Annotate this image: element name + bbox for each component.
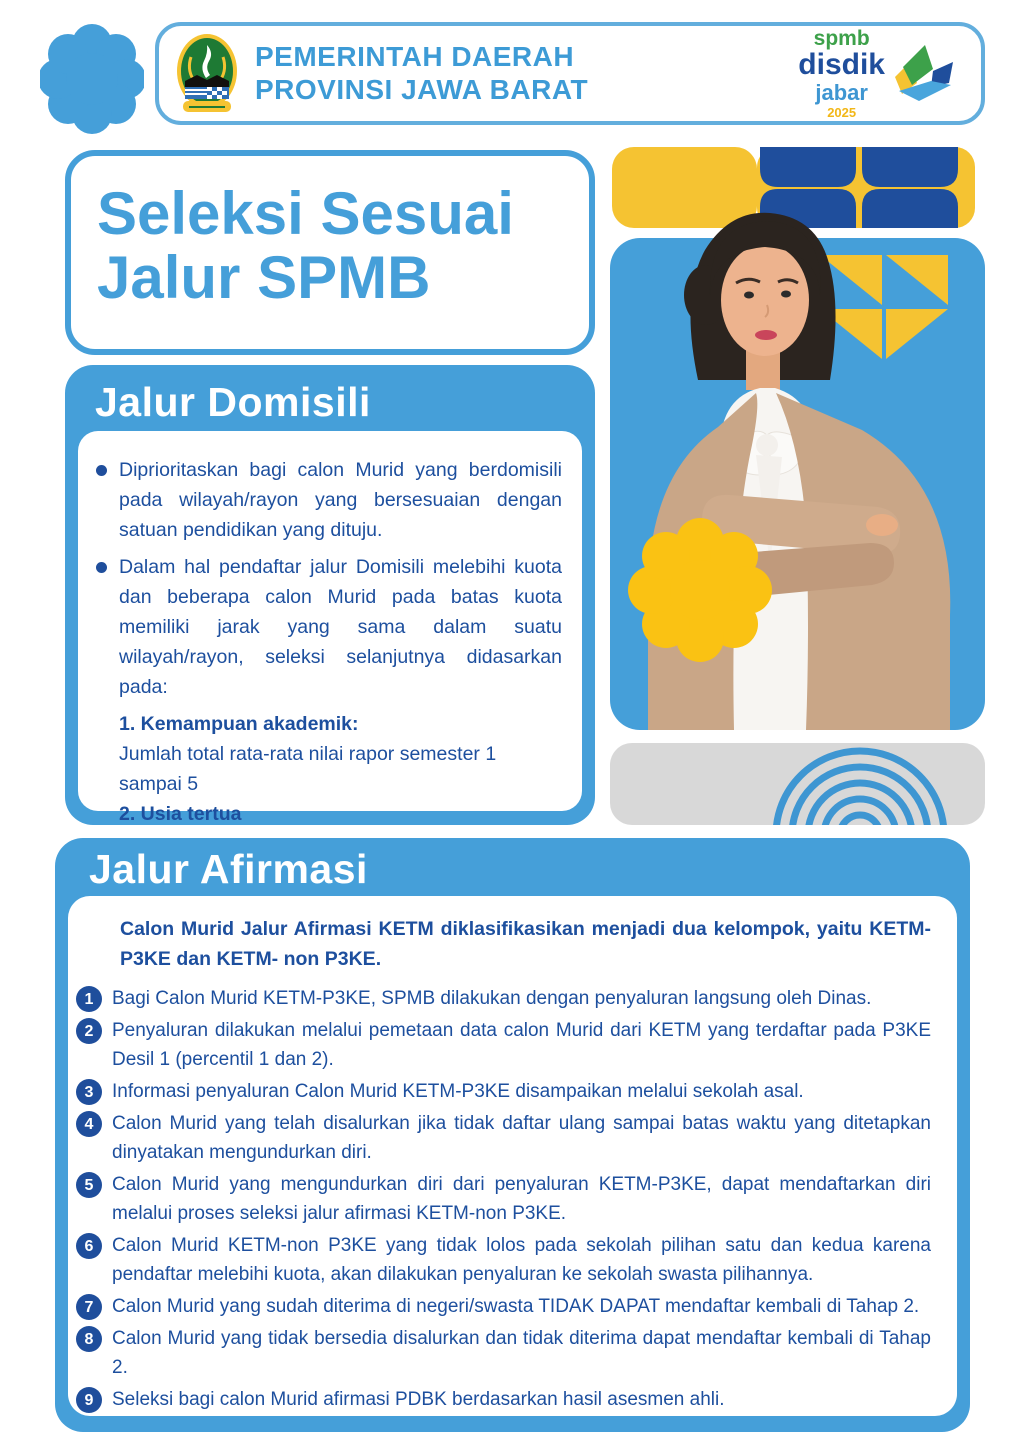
item-number-badge: 9 xyxy=(76,1387,102,1413)
list-item-text: Calon Murid yang mengundurkan diri dari penyaluran KETM-P3KE, dapat mendaftarkan diri melalui proses seleksi jalur afirmasi KETM-non P3KE. xyxy=(112,1174,931,1224)
list-item xyxy=(76,984,931,1013)
list-item-text: Calon Murid yang sudah diterima di negeri/swasta TIDAK DAPAT mendaftar kembali di Tahap 2. xyxy=(112,1296,920,1317)
list-item xyxy=(96,552,562,702)
list-item xyxy=(76,1385,931,1414)
afirmasi-intro: Calon Murid Jalur Afirmasi KETM diklasifikasikan menjadi dua kelompok, yaitu KETM-P3KE dan KETM- non P3KE. xyxy=(120,918,931,970)
domisili-criteria2-label: 2. Usia tertua xyxy=(119,803,242,825)
list-item-text: Penyaluran dilakukan melalui pemetaan data calon Murid dari KETM yang terdaftar pada P3KE Desil 1 (percentil 1 dan 2). xyxy=(112,1020,931,1070)
item-number-badge: 8 xyxy=(76,1326,102,1352)
logo-jabar-label: jabar xyxy=(815,80,868,105)
section-afirmasi-card xyxy=(68,896,957,1416)
bullet-dot-icon xyxy=(96,465,107,476)
yellow-flower-icon xyxy=(628,518,772,662)
open-book-icon xyxy=(887,41,957,107)
list-item-text: Dalam hal pendaftar jalur Domisili melebihi kuota dan beberapa calon Murid pada batas kuota memiliki jarak yang sama dalam suatu wilayah/rayon, seleksi selanjutnya didasarkan pada: xyxy=(119,556,562,698)
list-item-text: Calon Murid KETM-non P3KE yang tidak lolos pada sekolah pilihan satu dan kedua karena pendaftar melebihi kuota, akan dilakukan penyaluran ke sekolah swasta pilihannya. xyxy=(112,1235,931,1285)
list-item-text: Calon Murid yang tidak bersedia disalurkan dan tidak diterima dapat mendaftar kembali di Tahap 2. xyxy=(112,1328,931,1378)
gov-title-line1: PEMERINTAH DAERAH xyxy=(255,41,575,73)
jawa-barat-coat-of-arms-icon xyxy=(175,33,239,115)
logo-spmb-label: spmb xyxy=(813,27,870,50)
top-shape-strip xyxy=(612,147,975,228)
gov-title xyxy=(255,41,588,106)
logo-year-label: 2025 xyxy=(827,105,857,120)
list-item-text: Seleksi bagi calon Murid afirmasi PDBK berdasarkan hasil asesmen ahli. xyxy=(112,1389,725,1410)
list-item xyxy=(76,1109,931,1167)
afirmasi-numbered-list xyxy=(76,984,931,1414)
logo-disdik-label: disdik xyxy=(798,48,885,81)
list-item xyxy=(76,1231,931,1289)
domisili-criteria1-text: Jumlah total rata-rata nilai rapor semester 1 sampai 5 xyxy=(119,743,497,795)
item-number-badge: 3 xyxy=(76,1079,102,1105)
list-item xyxy=(76,1170,931,1228)
list-item-text: Informasi penyaluran Calon Murid KETM-P3KE disampaikan melalui sekolah asal. xyxy=(112,1081,804,1102)
item-number-badge: 5 xyxy=(76,1172,102,1198)
item-number-badge: 2 xyxy=(76,1018,102,1044)
list-item-text: Bagi Calon Murid KETM-P3KE, SPMB dilakukan dengan penyaluran langsung oleh Dinas. xyxy=(112,988,872,1009)
section-afirmasi-heading: Jalur Afirmasi xyxy=(89,846,368,892)
item-number-badge: 4 xyxy=(76,1111,102,1137)
spmb-disdik-jabar-logo xyxy=(798,28,957,119)
section-domisili xyxy=(65,365,595,825)
header-bar xyxy=(155,22,985,125)
arc-card xyxy=(610,743,985,825)
section-domisili-heading: Jalur Domisili xyxy=(95,379,371,425)
list-item xyxy=(76,1016,931,1074)
item-number-badge: 6 xyxy=(76,1233,102,1259)
bullet-dot-icon xyxy=(96,562,107,573)
poster-title-line1: Seleksi Sesuai xyxy=(97,180,514,247)
gov-title-line2: PROVINSI JAWA BARAT xyxy=(255,73,589,105)
list-item xyxy=(76,1292,931,1321)
list-item xyxy=(76,1324,931,1382)
blue-flower-icon xyxy=(40,18,144,140)
list-item xyxy=(76,1077,931,1106)
section-domisili-card xyxy=(78,431,582,825)
section-afirmasi xyxy=(55,838,970,1432)
list-item-text: Calon Murid yang telah disalurkan jika tidak daftar ulang sampai batas waktu yang ditetapkan dinyatakan mengundurkan diri. xyxy=(112,1113,931,1163)
poster-title xyxy=(65,150,595,355)
list-item xyxy=(96,455,562,545)
photo-panel xyxy=(610,145,985,825)
list-item-text: Diprioritaskan bagi calon Murid yang berdomisili pada wilayah/rayon yang bersesuaian dengan satuan pendidikan yang dituju. xyxy=(119,459,562,541)
item-number-badge: 1 xyxy=(76,986,102,1012)
item-number-badge: 7 xyxy=(76,1294,102,1320)
domisili-bullet-list xyxy=(96,455,562,702)
domisili-criteria1-label: 1. Kemampuan akademik: xyxy=(119,713,359,735)
poster-title-line2: Jalur SPMB xyxy=(97,243,431,311)
